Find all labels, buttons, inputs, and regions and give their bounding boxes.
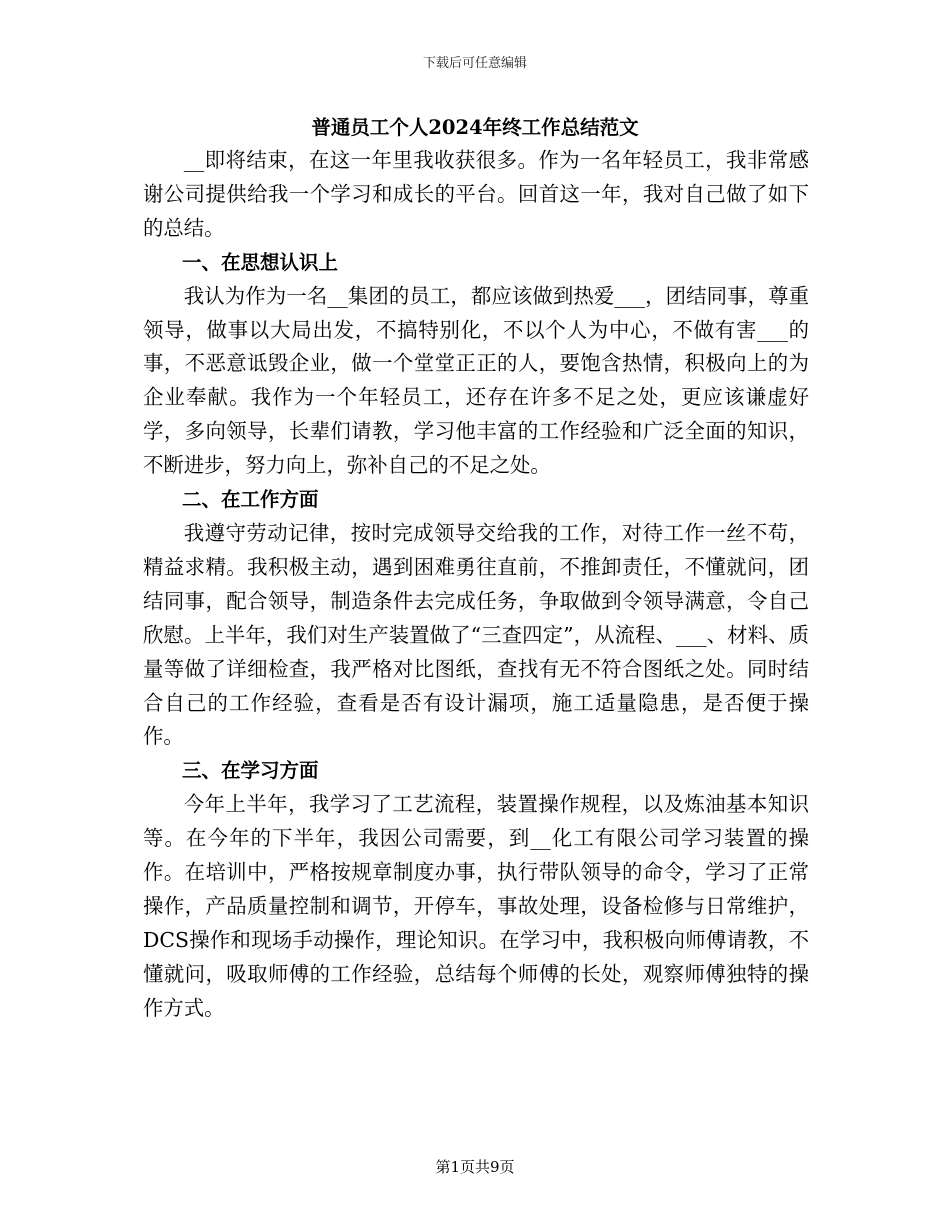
section-paragraph-work: 我遵守劳动记律，按时完成领导交给我的工作，对待工作一丝不苟，精益求精。我积极主动，遇到困难勇往直前，不推卸责任，不懂就问，团结同事，配合领导，制造条件去完成任务，争取做到令领导满意，令自己欣慰。上半年，我们对生产装置做了“三查四定”，从流程、___、材料、质量等做了详细检查，我严格对比图纸，查找有无不符合图纸之处。同时结合自己的工作经验，查看是否有设计漏项，施工适量隐患，是否便于操作。 xyxy=(143,520,809,749)
document-title: 普通员工个人2024年终工作总结范文 xyxy=(311,116,639,139)
section-paragraph-study: 今年上半年，我学习了工艺流程，装置操作规程，以及炼油基本知识等。在今年的下半年，我因公司需要，到__化工有限公司学习装置的操作。在培训中，严格按规章制度办事，执行带队领导的命令，学习了正常操作，产品质量控制和调节，开停车，事故处理，设备检修与日常维护，DCS操作和现场手动操作，理论知识。在学习中，我积极向师傅请教，不懂就问，吸取师傅的工作经验，总结每个师傅的长处，观察师傅独特的操作方式。 xyxy=(143,792,809,1020)
page-indicator: 第1页共9页 xyxy=(435,1158,515,1176)
document-body xyxy=(143,144,809,1026)
section-heading-work: 二、在工作方面 xyxy=(182,488,319,512)
section-heading-thinking: 一、在思想认识上 xyxy=(182,250,339,274)
intro-paragraph: __即将结束，在这一年里我收获很多。作为一名年轻员工，我非常感谢公司提供给我一个学习和成长的平台。回首这一年，我对自己做了如下的总结。 xyxy=(143,148,809,240)
section-paragraph-thinking: 我认为作为一名__集团的员工，都应该做到热爱___，团结同事，尊重领导，做事以大局出发，不搞特别化，不以个人为中心，不做有害___的事，不恶意诋毁企业，做一个堂堂正正的人，要饱含热情，积极向上的为企业奉献。我作为一个年轻员工，还存在许多不足之处，更应该谦虚好学，多向领导，长辈们请教，学习他丰富的工作经验和广泛全面的知识，不断进步，努力向上，弥补自己的不足之处。 xyxy=(143,283,809,478)
header-note: 下载后可任意编辑 xyxy=(422,56,527,71)
section-heading-study: 三、在学习方面 xyxy=(182,759,319,783)
